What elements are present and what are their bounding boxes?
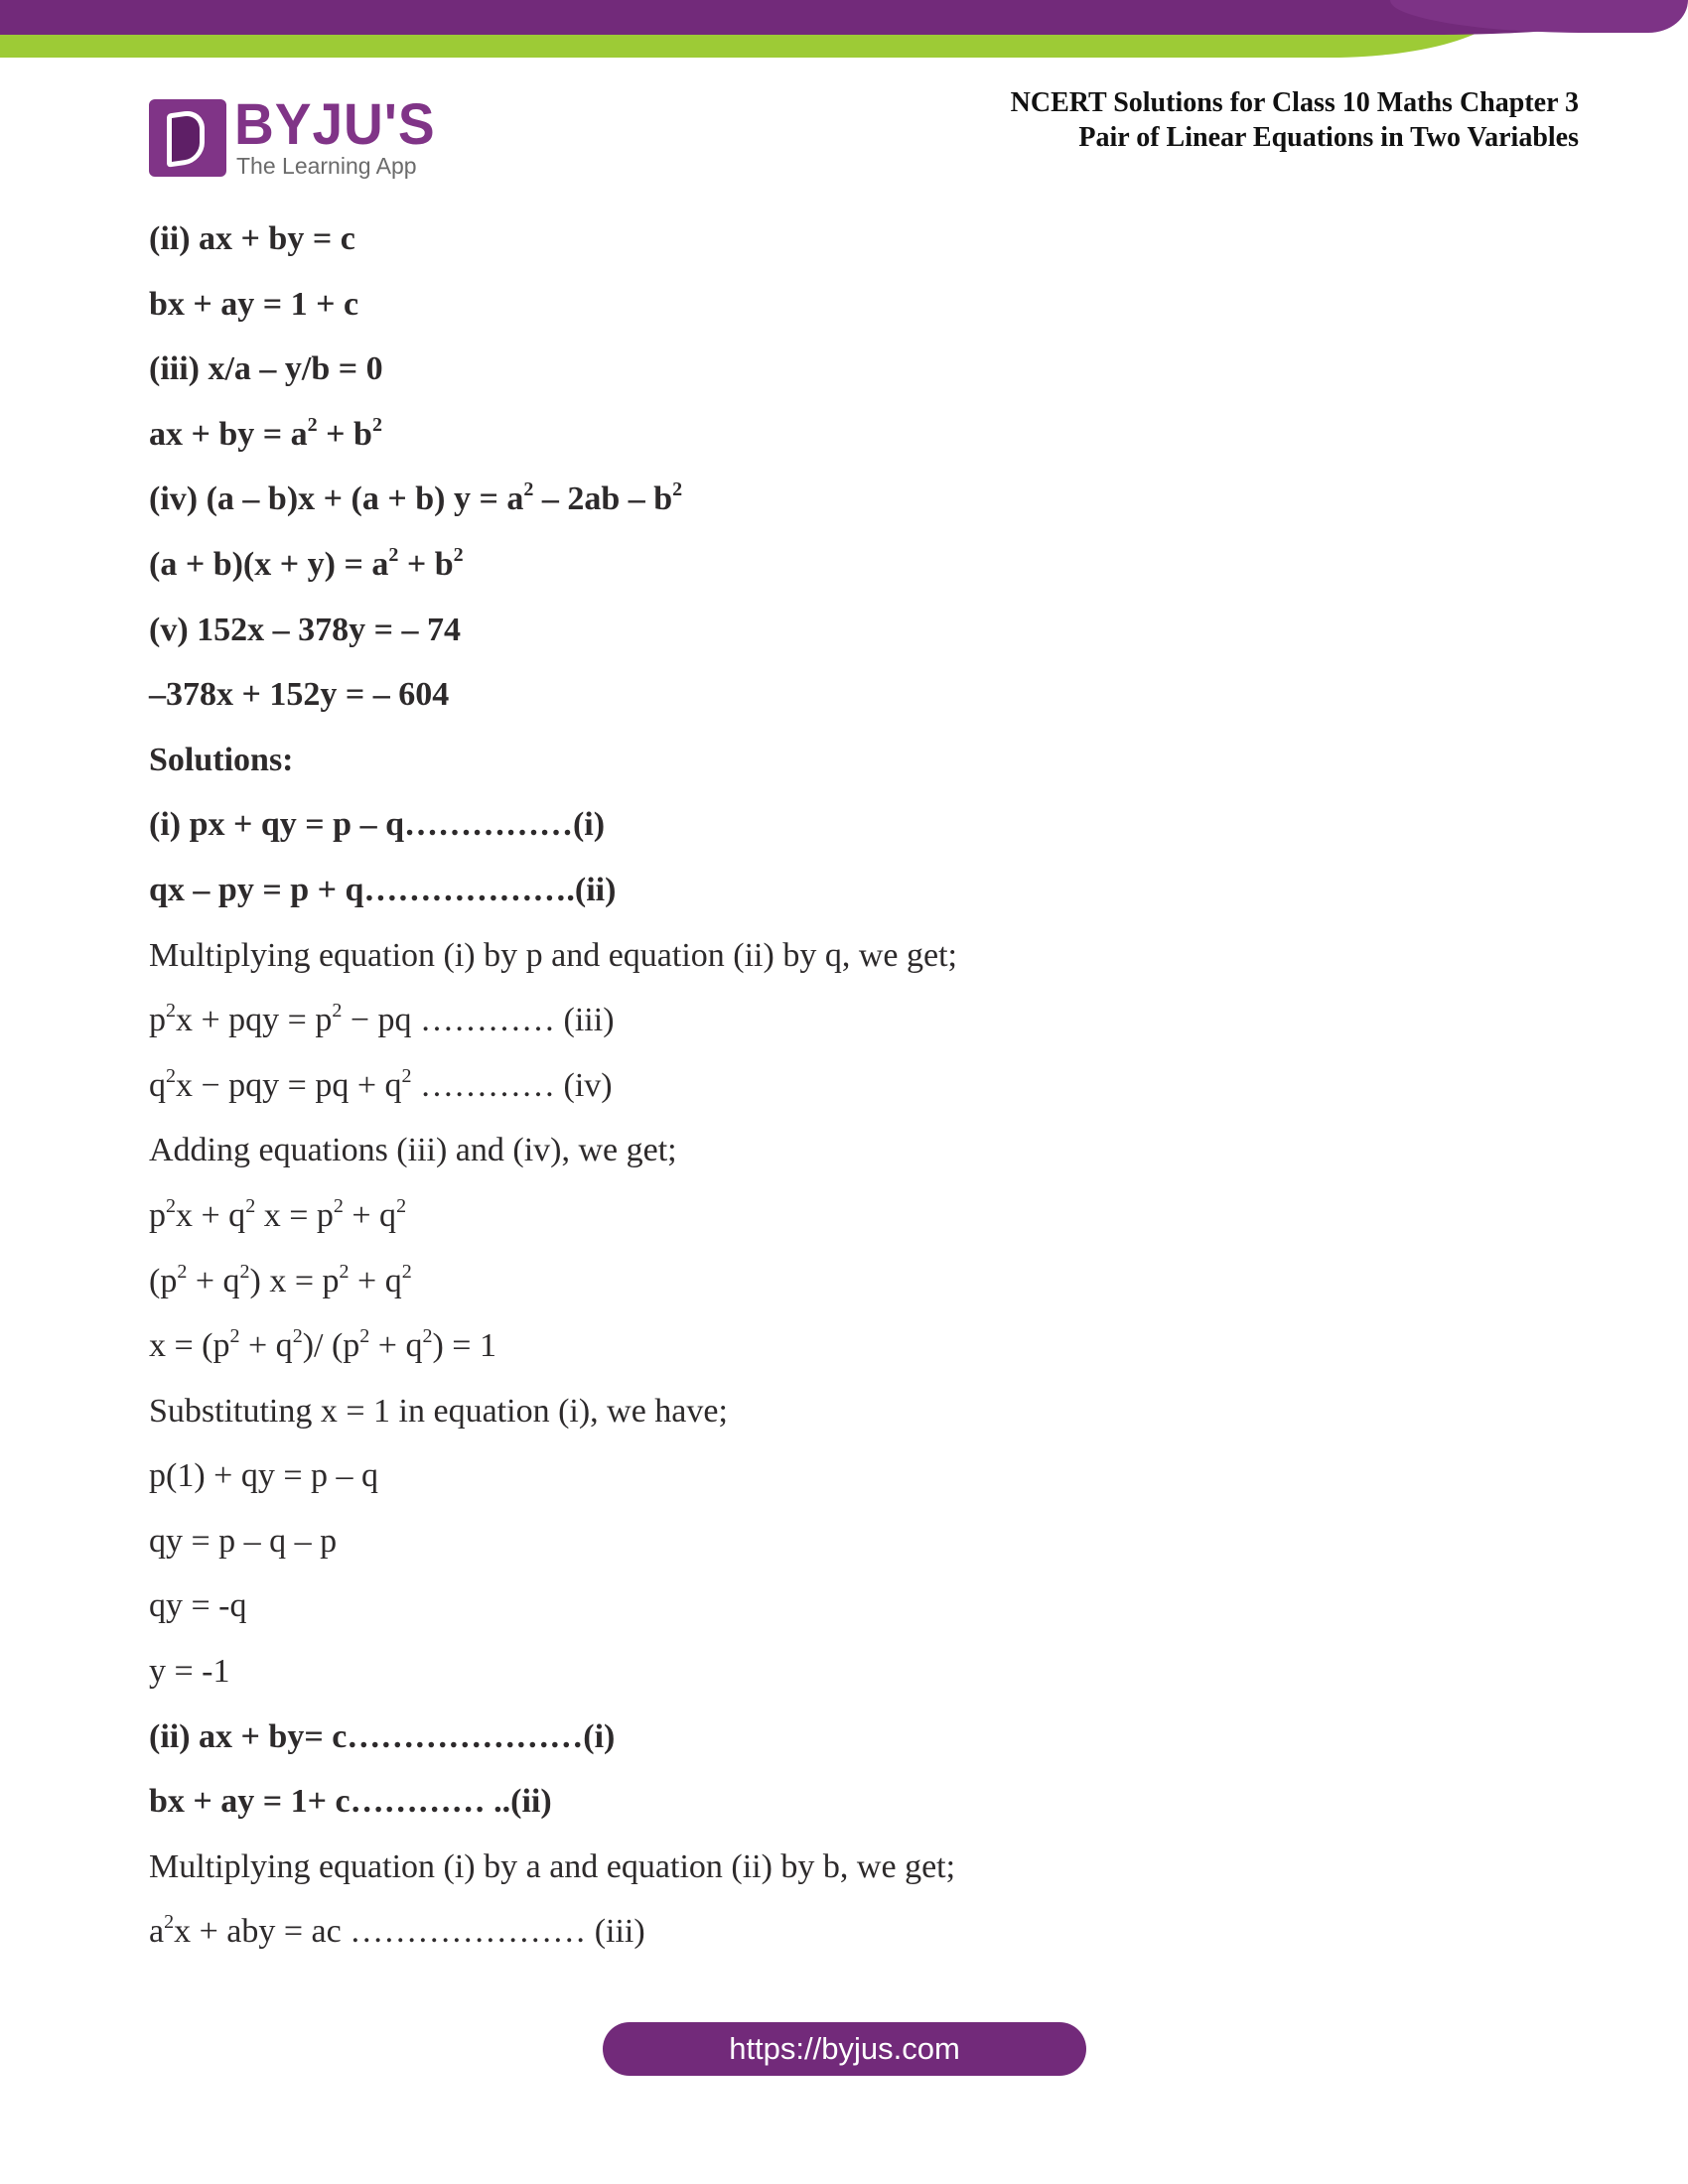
text-line <box>149 1705 1539 1770</box>
text-line <box>149 1313 1539 1379</box>
text-segment: (p <box>149 1262 178 1299</box>
superscript: 2 <box>401 1260 412 1283</box>
text-segment: (iii) x/a – y/b = 0 <box>149 350 383 388</box>
text-line <box>149 1639 1539 1705</box>
superscript: 2 <box>396 1194 407 1217</box>
logo-b-icon <box>149 99 226 177</box>
text-segment: p <box>149 1002 166 1039</box>
byjus-logo <box>149 92 437 181</box>
text-line <box>149 988 1539 1053</box>
text-line <box>149 1183 1539 1249</box>
text-segment: (ii) ax + by= c…………………(i) <box>149 1717 616 1755</box>
superscript: 2 <box>332 1000 343 1023</box>
text-line <box>149 858 1539 923</box>
text-line <box>149 1379 1539 1444</box>
text-segment: Substituting x = 1 in equation (i), we have; <box>149 1392 728 1430</box>
text-segment: x − pqy = pq + q <box>176 1066 402 1104</box>
text-line <box>149 923 1539 989</box>
text-segment: Multiplying equation (i) by p and equation (ii) by q, we get; <box>149 936 957 974</box>
superscript: 2 <box>229 1325 240 1348</box>
text-segment: bx + ay = 1 + c <box>149 285 359 323</box>
text-line <box>149 1769 1539 1835</box>
header-title-line1: NCERT Solutions for Class 10 Maths Chapter 3 <box>1010 87 1579 118</box>
text-line <box>149 272 1539 338</box>
logo-tagline: The Learning App <box>236 153 417 179</box>
text-segment: (i) px + qy = p – q……………(i) <box>149 806 606 844</box>
website-link-button[interactable]: https://byjus.com <box>603 2022 1086 2076</box>
text-segment: + q <box>239 1327 293 1365</box>
text-line <box>149 1249 1539 1314</box>
superscript: 2 <box>292 1325 303 1348</box>
text-line <box>149 598 1539 663</box>
text-segment: x + aby = ac ………………… (iii) <box>174 1913 645 1951</box>
superscript: 2 <box>166 1194 176 1217</box>
superscript: 2 <box>177 1260 188 1283</box>
text-segment: ) = 1 <box>432 1327 496 1365</box>
superscript: 2 <box>422 1325 433 1348</box>
superscript: 2 <box>307 413 318 436</box>
superscript: 2 <box>523 478 534 501</box>
text-segment: Multiplying equation (i) by a and equation (ii) by b, we get; <box>149 1847 956 1885</box>
text-segment: p <box>149 1196 166 1234</box>
text-line <box>149 1573 1539 1639</box>
text-line <box>149 1118 1539 1183</box>
text-segment: + q <box>187 1262 240 1299</box>
text-line <box>149 792 1539 858</box>
superscript: 2 <box>401 1064 412 1087</box>
text-segment: –378x + 152y = – 604 <box>149 676 450 714</box>
superscript: 2 <box>166 1064 176 1087</box>
superscript: 2 <box>359 1325 370 1348</box>
text-segment: bx + ay = 1+ c………… ..(ii) <box>149 1783 552 1821</box>
text-segment: − pq ………… (iii) <box>342 1002 615 1039</box>
text-segment: (v) 152x – 378y = – 74 <box>149 611 462 648</box>
text-segment: (ii) ax + by = c <box>149 220 355 257</box>
text-segment: qy = -q <box>149 1587 247 1625</box>
text-segment: y = -1 <box>149 1653 230 1691</box>
document-body <box>149 206 1539 1965</box>
text-segment: )/ (p <box>302 1327 360 1365</box>
text-segment: + q <box>343 1196 397 1234</box>
text-segment: + b <box>398 545 454 583</box>
text-segment: + q <box>369 1327 423 1365</box>
text-line <box>149 1835 1539 1900</box>
text-line <box>149 532 1539 598</box>
text-line <box>149 206 1539 272</box>
text-segment: ) x = p <box>249 1262 340 1299</box>
text-segment: p(1) + qy = p – q <box>149 1457 378 1495</box>
superscript: 2 <box>245 1194 256 1217</box>
text-segment: Adding equations (iii) and (iv), we get; <box>149 1132 677 1169</box>
superscript: 2 <box>239 1260 250 1283</box>
text-line <box>149 1053 1539 1119</box>
superscript: 2 <box>388 543 399 566</box>
text-line <box>149 337 1539 402</box>
text-line <box>149 1443 1539 1509</box>
text-line <box>149 728 1539 793</box>
text-segment: + b <box>317 415 372 453</box>
text-segment: + q <box>349 1262 402 1299</box>
text-segment: (a + b)(x + y) = a <box>149 545 389 583</box>
superscript: 2 <box>339 1260 350 1283</box>
text-segment: x + q <box>176 1196 246 1234</box>
text-segment: x = p <box>255 1196 334 1234</box>
superscript: 2 <box>333 1194 344 1217</box>
text-segment: x + pqy = p <box>176 1002 333 1039</box>
text-segment: ax + by = a <box>149 415 308 453</box>
text-line <box>149 662 1539 728</box>
text-segment: qy = p – q – p <box>149 1522 338 1560</box>
text-segment: ………… (iv) <box>411 1066 613 1104</box>
document-header <box>1011 85 1579 155</box>
text-line <box>149 1509 1539 1574</box>
header-title-line2: Pair of Linear Equations in Two Variables <box>1078 122 1579 153</box>
text-segment: (iv) (a – b)x + (a + b) y = a <box>149 480 524 518</box>
text-segment: x = (p <box>149 1327 230 1365</box>
superscript: 2 <box>672 478 683 501</box>
text-segment: q <box>149 1066 166 1104</box>
superscript: 2 <box>166 1000 176 1023</box>
text-line <box>149 1899 1539 1965</box>
superscript: 2 <box>371 413 382 436</box>
superscript: 2 <box>164 1911 175 1934</box>
text-segment: qx – py = p + q……………….(ii) <box>149 871 617 908</box>
text-line <box>149 467 1539 532</box>
text-segment: a <box>149 1913 165 1951</box>
text-segment: Solutions: <box>149 741 294 778</box>
logo-wordmark: BYJU'S <box>234 92 436 157</box>
text-line <box>149 402 1539 468</box>
superscript: 2 <box>453 543 464 566</box>
text-segment: – 2ab – b <box>533 480 673 518</box>
